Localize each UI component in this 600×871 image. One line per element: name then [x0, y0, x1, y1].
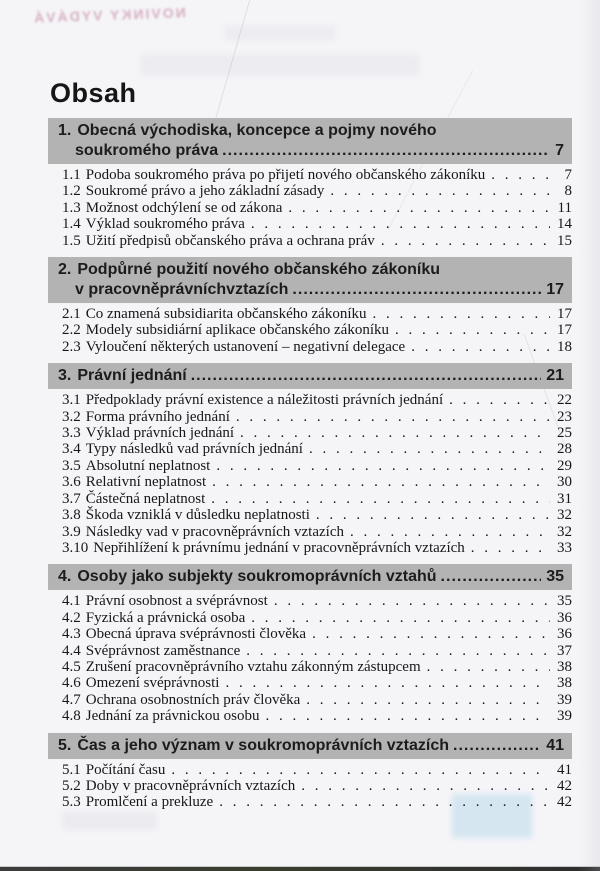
dot-leader — [211, 491, 550, 507]
entry-page-number: 42 — [557, 777, 572, 794]
entry-number: 4.4 — [62, 642, 81, 659]
entry-number: 4.2 — [62, 609, 81, 626]
scan-bottom-edge — [0, 867, 600, 871]
entry-title: Absolutní neplatnost — [85, 457, 211, 474]
toc-entry — [48, 524, 572, 540]
entry-page-number: 41 — [557, 761, 572, 778]
entry-title: Počítání času — [85, 761, 166, 778]
entry-number: 1.3 — [62, 199, 81, 216]
dot-leader — [471, 540, 550, 556]
section-number: 5. — [58, 736, 72, 754]
entry-title: Vyloučení některých ustanovení – negativní delegace — [85, 338, 406, 355]
entry-page-number: 25 — [557, 425, 572, 442]
toc-entry — [48, 778, 572, 794]
entry-number: 1.5 — [62, 232, 81, 249]
dot-leader — [306, 692, 550, 708]
dot-leader — [236, 409, 550, 425]
section-heading-line — [58, 736, 564, 756]
entry-page-number: 15 — [557, 232, 572, 249]
entry-number: 3.5 — [62, 457, 81, 474]
entry-number: 3.10 — [62, 539, 89, 556]
entry-title: Předpoklady právní existence a náležitosti právních jednání — [85, 392, 444, 409]
entry-page-number: 17 — [557, 322, 572, 339]
entry-page-number: 36 — [557, 626, 572, 643]
toc-items — [48, 306, 572, 355]
section-heading-line — [58, 567, 564, 587]
entry-page-number: 23 — [557, 408, 572, 425]
entry-title: Typy následků vad právních jednání — [85, 441, 303, 458]
entry-number: 2.1 — [62, 306, 81, 323]
section-number: 1. — [58, 122, 72, 139]
entry-number: 2.2 — [62, 322, 81, 339]
dot-leader — [411, 339, 550, 355]
entry-title: Podoba soukromého práva po přijetí nového občanského zákoníku — [85, 167, 486, 183]
entry-page-number: 31 — [557, 490, 572, 507]
section-heading — [48, 257, 572, 303]
entry-page-number: 42 — [557, 794, 572, 811]
section-title: Podpůrné použití nového občanského zákoníku — [77, 261, 441, 279]
dot-leader — [316, 507, 550, 523]
toc-entry — [48, 392, 572, 408]
entry-number: 1.4 — [62, 216, 81, 233]
section-title: Obecná východiska, koncepce a pojmy nového — [77, 122, 437, 139]
entry-number: 3.9 — [62, 523, 81, 540]
entry-title: Jednání za právnickou osobu — [85, 708, 260, 725]
dot-leader — [373, 306, 550, 322]
dot-leader — [171, 762, 550, 778]
entry-number: 1.1 — [62, 167, 81, 183]
toc-section — [48, 257, 572, 355]
entry-title: Ochrana osobnostních práv člověka — [85, 691, 301, 708]
entry-page-number: 11 — [557, 199, 572, 216]
entry-title: Obecná úprava svéprávnosti člověka — [85, 626, 307, 643]
toc-entry — [48, 610, 572, 626]
toc-entry — [48, 540, 572, 556]
entry-page-number: 18 — [557, 338, 572, 355]
entry-number: 4.7 — [62, 691, 81, 708]
entry-title: Omezení svéprávnosti — [85, 675, 220, 692]
section-page-number: 41 — [546, 736, 564, 754]
entry-title: Fyzická a právnická osoba — [85, 609, 246, 626]
section-heading — [48, 118, 572, 164]
section-heading — [48, 363, 572, 389]
entry-page-number: 33 — [557, 539, 572, 556]
section-page-number: 17 — [546, 281, 564, 299]
entry-number: 3.6 — [62, 474, 81, 491]
toc-entry — [48, 708, 572, 724]
entry-title: Právní osobnost a svéprávnost — [85, 593, 268, 610]
section-title: Čas a jeho význam v soukromoprávních vztazích — [77, 736, 450, 754]
entry-page-number: 36 — [557, 609, 572, 626]
entry-page-number: 17 — [557, 306, 572, 323]
entry-title: Následky vad v pracovněprávních vztazích — [85, 523, 344, 540]
toc-entry — [48, 200, 572, 216]
toc-entry — [48, 474, 572, 490]
dot-leader — [395, 322, 550, 338]
section-heading-line — [58, 141, 564, 161]
entry-title: Modely subsidiární aplikace občanského zákoníku — [85, 322, 390, 339]
scan-artifact — [225, 26, 335, 41]
toc-entry — [48, 216, 572, 232]
entry-number: 5.2 — [62, 777, 81, 794]
toc-entry — [48, 593, 572, 609]
dot-leader — [216, 458, 550, 474]
entry-title: Možnost odchýlení se od zákona — [85, 199, 283, 216]
entry-page-number: 32 — [557, 523, 572, 540]
entry-number: 5.3 — [62, 794, 81, 811]
entry-number: 3.7 — [62, 490, 81, 507]
entry-page-number: 32 — [557, 507, 572, 524]
section-title: Osoby jako subjekty soukromoprávních vztahů — [77, 568, 437, 586]
section-heading-line — [58, 121, 564, 141]
dot-leader — [381, 233, 550, 249]
toc-section — [48, 363, 572, 556]
entry-title: Částečná neplatnost — [85, 490, 206, 507]
entry-number: 3.4 — [62, 441, 81, 458]
toc-entry — [48, 233, 572, 249]
entry-number: 4.8 — [62, 708, 81, 725]
entry-page-number: 29 — [557, 457, 572, 474]
page-title: Obsah — [50, 78, 137, 108]
entry-title: Promlčení a prekluze — [85, 794, 214, 811]
entry-page-number: 7 — [564, 167, 572, 183]
toc-entry — [48, 425, 572, 441]
toc-entry — [48, 167, 572, 183]
entry-page-number: 30 — [557, 474, 572, 491]
entry-title: Užití předpisů občanského práva a ochrana práv — [85, 232, 375, 249]
entry-title: Škoda vzniklá v důsledku neplatnosti — [85, 507, 310, 524]
dot-leader — [225, 675, 550, 691]
dot-leader — [240, 425, 550, 441]
dot-leader — [288, 200, 550, 216]
toc-entry — [48, 458, 572, 474]
entry-number: 5.1 — [62, 761, 81, 778]
ink-bleed-text: NOVINKY VYDÁVÁ — [31, 4, 187, 26]
entry-number: 1.2 — [62, 183, 81, 200]
dot-leader — [274, 593, 550, 609]
toc-entry — [48, 441, 572, 457]
section-heading-line — [58, 366, 564, 386]
section-page-number: 35 — [546, 568, 564, 586]
scan-artifact — [140, 54, 420, 76]
toc-entry — [48, 675, 572, 691]
toc-entry — [48, 659, 572, 675]
section-number: 2. — [58, 261, 72, 279]
section-heading-line — [58, 280, 564, 300]
dot-leader — [453, 736, 541, 756]
entry-number: 4.3 — [62, 626, 81, 643]
toc-entry — [48, 507, 572, 523]
entry-page-number: 38 — [557, 658, 572, 675]
dot-leader — [292, 280, 541, 300]
dot-leader — [251, 216, 550, 232]
dot-leader — [191, 366, 541, 386]
section-title: soukromého práva — [75, 142, 219, 159]
section-heading — [48, 733, 572, 759]
entry-title: Výklad právních jednání — [85, 425, 235, 442]
entry-title: Svéprávnost zaměstnance — [85, 642, 241, 659]
section-title: v pracovněprávníchvztazích — [75, 281, 289, 299]
toc-entry — [48, 409, 572, 425]
section-page-number: 21 — [546, 367, 564, 385]
section-number: 3. — [58, 367, 72, 385]
dot-leader — [441, 567, 542, 587]
toc-section — [48, 564, 572, 724]
dot-leader — [222, 141, 550, 161]
entry-title: Zrušení pracovněprávního vztahu zákonným zástupcem — [85, 658, 421, 675]
dot-leader — [427, 659, 550, 675]
dot-leader — [350, 524, 550, 540]
entry-page-number: 28 — [557, 441, 572, 458]
section-title: Právní jednání — [77, 367, 187, 385]
section-heading-line — [58, 260, 564, 280]
entry-number: 2.3 — [62, 338, 81, 355]
entry-title: Nepřihlížení k právnímu jednání v pracovněprávních vztazích — [93, 539, 465, 556]
entry-number: 4.1 — [62, 593, 81, 610]
toc-section — [48, 733, 572, 811]
toc-entry — [48, 339, 572, 355]
toc-items — [48, 167, 572, 249]
section-heading — [48, 564, 572, 590]
toc-items — [48, 392, 572, 556]
toc-entry — [48, 183, 572, 199]
entry-page-number: 38 — [557, 675, 572, 692]
dot-leader — [246, 643, 550, 659]
entry-title: Doby v pracovněprávních vztazích — [85, 777, 296, 794]
dot-leader — [301, 778, 550, 794]
dot-leader — [219, 794, 550, 810]
entry-number: 3.2 — [62, 408, 81, 425]
entry-title: Relativní neplatnost — [85, 474, 207, 491]
entry-number: 3.8 — [62, 507, 81, 524]
toc-entry — [48, 322, 572, 338]
dot-leader — [212, 474, 550, 490]
toc-entry — [48, 762, 572, 778]
toc-content — [48, 78, 572, 819]
entry-page-number: 22 — [557, 392, 572, 409]
toc-entry — [48, 306, 572, 322]
toc-items — [48, 762, 572, 811]
dot-leader — [251, 610, 550, 626]
entry-number: 3.1 — [62, 392, 81, 409]
dot-leader — [312, 626, 550, 642]
dot-leader — [449, 392, 550, 408]
dot-leader — [265, 708, 550, 724]
entry-page-number: 39 — [557, 691, 572, 708]
section-page-number: 7 — [555, 142, 564, 159]
entry-title: Forma právního jednání — [85, 408, 230, 425]
entry-number: 4.6 — [62, 675, 81, 692]
toc-items — [48, 593, 572, 724]
toc-entry — [48, 643, 572, 659]
dot-leader — [309, 441, 550, 457]
section-number: 4. — [58, 568, 72, 586]
dot-leader — [330, 183, 550, 199]
entry-page-number: 35 — [557, 593, 572, 610]
toc-entry — [48, 491, 572, 507]
toc-entry — [48, 692, 572, 708]
toc-section — [48, 118, 572, 249]
entry-page-number: 14 — [557, 216, 572, 233]
entry-title: Co znamená subsidiarita občanského zákoníku — [85, 306, 367, 323]
table-of-contents — [48, 118, 572, 811]
toc-entry — [48, 794, 572, 810]
entry-page-number: 39 — [557, 708, 572, 725]
entry-page-number: 8 — [564, 183, 572, 200]
dot-leader — [491, 167, 550, 183]
entry-number: 4.5 — [62, 658, 81, 675]
entry-number: 3.3 — [62, 425, 81, 442]
entry-page-number: 37 — [557, 642, 572, 659]
entry-title: Soukromé právo a jeho základní zásady — [85, 183, 325, 200]
entry-title: Výklad soukromého práva — [85, 216, 245, 233]
toc-entry — [48, 626, 572, 642]
